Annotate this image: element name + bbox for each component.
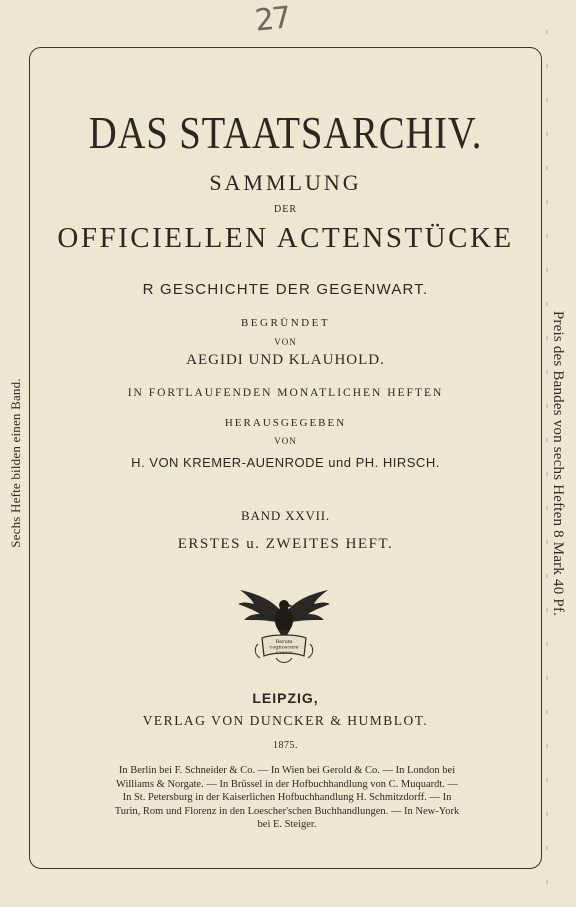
distribution-line: In Berlin bei F. Schneider & Co. — In Wien bei Gerold & Co. — In London bei: [118, 765, 456, 776]
side-note-left: [2, 348, 30, 578]
subtitle-sammlung: SAMMLUNG: [209, 170, 362, 195]
distribution-line: Williams & Norgate. — In Brüssel in der Hofbuchhandlung von C. Muquardt. —: [115, 778, 459, 790]
volume-number: BAND XXVII.: [241, 508, 330, 523]
series-note: IN FORTLAUFENDEN MONATLICHEN HEFTEN: [127, 387, 444, 399]
handwritten-number: 27: [253, 0, 291, 39]
subtitle-der: DER: [274, 204, 297, 215]
emblem-banner-line-1: Rerum: [275, 639, 293, 645]
eagle-emblem-icon: [232, 578, 334, 668]
imprint-publisher: VERLAG VON DUNCKER & HUMBLOT.: [142, 713, 429, 728]
distribution-line: Turin, Rom und Florenz in den Loescher'schen Buchhandlungen. — In New-York: [114, 805, 460, 817]
editors-names: H. VON KREMER-AUENRODE und PH. HIRSCH.: [131, 455, 440, 470]
imprint-city: LEIPZIG,: [252, 690, 319, 706]
issue-number: ERSTES u. ZWEITES HEFT.: [177, 536, 394, 552]
subtitle-officiellen: OFFICIELLEN ACTENSTÜCKE: [57, 222, 514, 254]
side-note-right-text: Preis des Bandes von sechs Heften 8 Mark 40 Pf.: [550, 310, 567, 616]
founded-label: BEGRÜNDET: [240, 317, 331, 329]
distribution-line: In St. Petersburg in der Kaiserlichen Hofbuchhandlung H. Schmitzdorff. — In: [122, 792, 452, 803]
emblem-banner-line-3: causas: [275, 650, 293, 656]
distribution-notice: [42, 764, 532, 832]
main-title: DAS STAATSARCHIV.: [88, 108, 483, 158]
distribution-line: bei E. Steiger.: [257, 819, 317, 830]
founded-by-label: VON: [274, 337, 297, 347]
imprint-year: 1875.: [273, 740, 298, 751]
side-note-right: [543, 278, 573, 648]
subtitle-geschichte: R GESCHICHTE DER GEGENWART.: [142, 281, 429, 298]
founders-names: AEGIDI UND KLAUHOLD.: [186, 352, 385, 368]
emblem-banner-line-2: cognoscere: [269, 644, 299, 651]
side-note-left-text: Sechs Hefte bilden einen Band.: [8, 378, 24, 548]
editors-label: HERAUSGEGEBEN: [224, 417, 347, 429]
editors-by-label: VON: [274, 436, 297, 446]
